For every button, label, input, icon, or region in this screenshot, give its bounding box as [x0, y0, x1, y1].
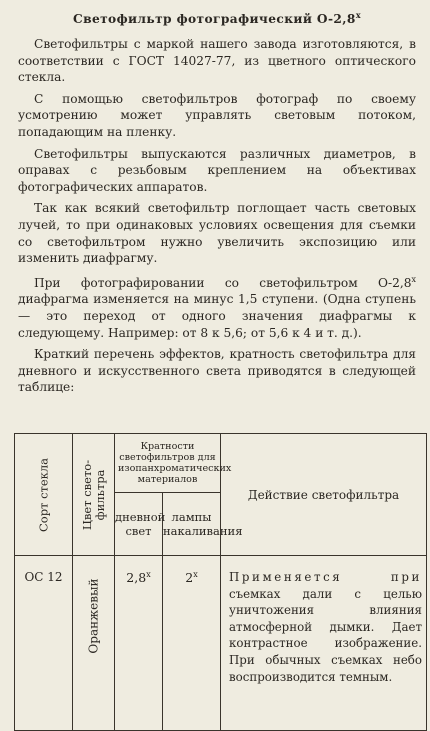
cell-lamps: 2$^x$ — [163, 556, 221, 731]
cell-daylight: 2,8$^x$ — [115, 556, 163, 731]
cell-sort: ОС 12 — [15, 556, 73, 731]
cell-color: Оранжевый — [73, 556, 115, 731]
header-color: Цвет свето- фильтра — [73, 434, 115, 556]
cell-effect: Применяется при съемках дали с целью уничтожения влияния атмосферной дымки. Дает контрастное изображение. При обычных съемках небо воспроизводится темным. — [221, 556, 427, 731]
header-lamps: лампы накаливания — [163, 493, 221, 556]
paragraph: При фотографировании со светофильтром О-2,8$^x$ диафрагма изменяется на минус 1,5 ступени. (Одна ступень — это переход от одного значения диафрагмы к следующему. Например: от 8 к 5,6; от 5,6 к 4 и т. д.). — [18, 274, 416, 340]
header-multiplicity: Кратности светофильтров для изопанхроматических материалов — [115, 434, 221, 493]
paragraph: Светофильтры с маркой нашего завода изготовляются, в соответствии с ГОСТ 14027-77, из цветного оптического стекла. — [18, 37, 416, 85]
header-effect: Действие светофильтра — [221, 434, 427, 556]
paragraph: С помощью светофильтров фотограф по своему усмотрению может управлять световым потоком, попадающим на пленку. — [18, 91, 416, 139]
paragraph: Так как всякий светофильтр поглощает часть световых лучей, то при одинаковых условиях освещения для съемки со светофильтром нужно увеличить экспозицию или изменить диафрагму. — [18, 201, 416, 266]
table-row — [15, 556, 427, 731]
document-title: Светофильтр фотографический О-2,8$^x$ — [72, 10, 361, 26]
header-daylight: дневной свет — [115, 493, 163, 556]
paragraph: Краткий перечень эффектов, кратность светофильтра для дневного и искусственного света приводятся в следующей таблице: — [18, 347, 416, 395]
filter-table — [14, 433, 426, 714]
header-sort: Сорт стекла — [15, 434, 73, 556]
paragraph: Светофильтры выпускаются различных диаметров, в оправах с резьбовым креплением на объективах фотографических аппаратов. — [18, 146, 416, 194]
